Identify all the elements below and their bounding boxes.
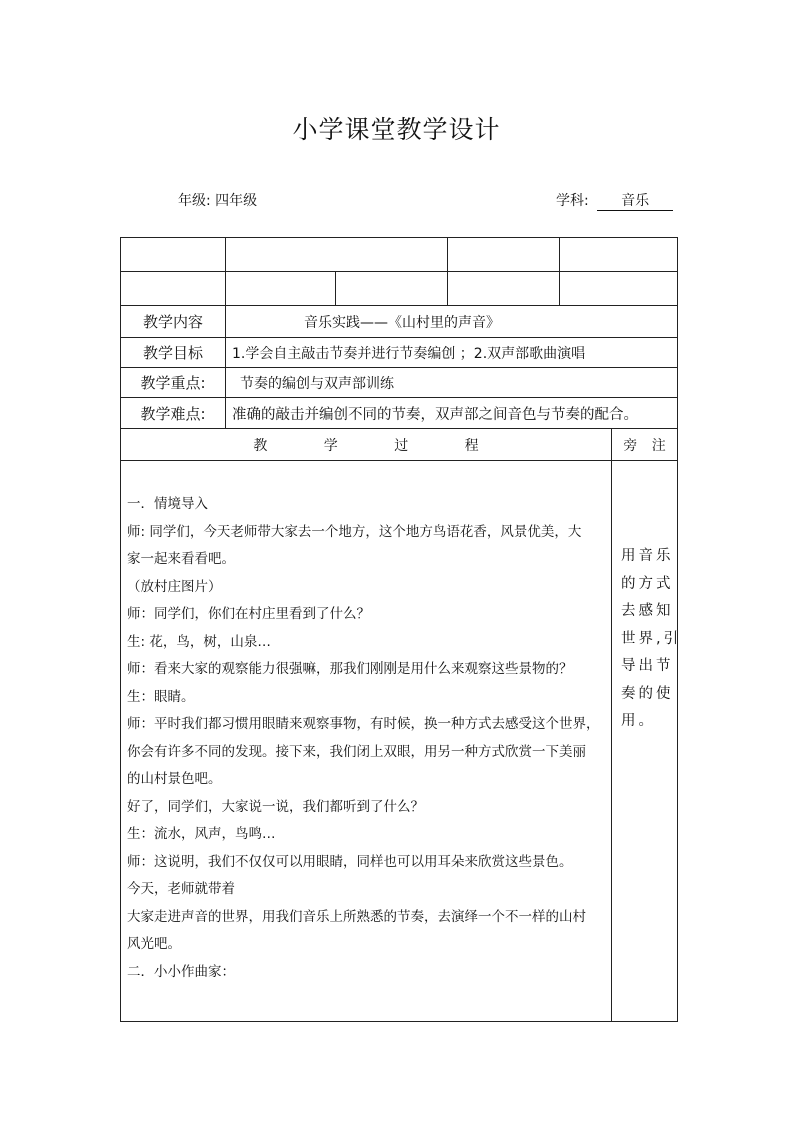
- process-line: 师：这说明，我们不仅仅可以用眼睛，同样也可以用耳朵来欣赏这些景色。: [127, 853, 573, 870]
- difficulty-row: [121, 398, 678, 429]
- blank-cell: [560, 272, 678, 306]
- subject-field: [556, 190, 673, 211]
- goal-value: 1.学会自主敲击节奏并进行节奏编创 ；2.双声部歌曲演唱: [226, 338, 678, 368]
- process-header-char: 过: [394, 437, 409, 454]
- note-line: 去感知: [621, 603, 674, 619]
- note-line: 用音乐: [621, 548, 674, 564]
- process-header-char: 教: [253, 437, 268, 454]
- subject-value: 音乐: [597, 190, 673, 211]
- process-line: 一．情境导入: [127, 496, 208, 512]
- process-body: [121, 461, 612, 1022]
- key-value: [226, 368, 678, 398]
- process-line: 生：流水，风声，鸟鸣…: [127, 826, 276, 842]
- process-header: [121, 429, 612, 461]
- process-line: （放村庄图片）: [127, 578, 222, 595]
- goal-row: [121, 338, 678, 368]
- note-line: 世界,引: [621, 630, 682, 647]
- process-line: 师：同学们，你们在村庄里看到了什么？: [127, 606, 370, 622]
- note-body: [612, 461, 682, 1022]
- note-line: 的方式: [621, 575, 674, 592]
- difficulty-label: 教学难点:: [121, 398, 226, 429]
- process-line: 大家走进声音的世界，用我们音乐上所熟悉的节奏，去演绎一个不一样的山村: [127, 908, 586, 925]
- process-header-row: [121, 429, 678, 461]
- goal-label: 教学目标: [121, 338, 226, 368]
- key-row: [121, 368, 678, 398]
- key-text: 节奏的编创与双声部训练: [240, 375, 394, 392]
- blank-cell: [121, 238, 226, 272]
- blank-cell: [448, 272, 560, 306]
- grade-label: 年级: 四年级: [178, 193, 258, 209]
- note-line: 奏的使: [621, 685, 674, 702]
- content-value: [226, 306, 678, 338]
- process-line: 生：眼睛。: [127, 688, 195, 705]
- process-body-row: [121, 461, 678, 1022]
- difficulty-value: 准确的敲击并编创不同的节奏，双声部之间音色与节奏的配合。: [226, 398, 678, 429]
- blank-row-1: [121, 238, 678, 272]
- key-label: 教学重点:: [121, 368, 226, 398]
- process-line: 师: 同学们，今天老师带大家去一个地方，这个地方鸟语花香，风景优美，大: [127, 523, 582, 540]
- process-line: 师：看来大家的观察能力很强嘛，那我们刚刚是用什么来观察这些景物的？: [127, 661, 573, 677]
- blank-cell: [560, 238, 678, 272]
- content-row: [121, 306, 678, 338]
- note-line: 导出节: [621, 658, 674, 674]
- note-line: 用。: [621, 713, 656, 729]
- note-header-char: 旁: [623, 437, 638, 454]
- process-line: 师：平时我们都习惯用眼睛来观察事物，有时候，换一种方式去感受这个世界，: [127, 716, 600, 732]
- process-line: 今天，老师就带着: [127, 881, 235, 897]
- process-header-char: 学: [323, 437, 338, 454]
- subject-label: 学科:: [556, 193, 589, 209]
- blank-cell: [121, 272, 226, 306]
- process-line: 二．小小作曲家：: [127, 963, 235, 980]
- process-line: 家一起来看看吧。: [127, 551, 235, 567]
- process-line: 的山村景色吧。: [127, 771, 222, 787]
- content-text: 音乐实践——《山村里的声音》: [304, 314, 500, 331]
- process-line: 风光吧。: [127, 936, 181, 952]
- process-line: 好了，同学们，大家说一说，我们都听到了什么？: [127, 798, 424, 815]
- process-line: 你会有许多不同的发现。接下来，我们闭上双眼，用另一种方式欣赏一下美丽: [127, 743, 586, 760]
- blank-cell: [226, 238, 448, 272]
- process-line: 生: 花，鸟，树，山泉…: [127, 633, 271, 650]
- blank-row-2: [121, 272, 678, 306]
- note-header: [612, 429, 678, 461]
- blank-cell: [336, 272, 448, 306]
- document-title: 小学课堂教学设计: [292, 115, 501, 144]
- lesson-plan-table: [120, 237, 682, 1022]
- process-header-char: 程: [464, 437, 479, 454]
- content-label: 教学内容: [121, 306, 226, 338]
- note-header-char: 注: [651, 437, 666, 454]
- blank-cell: [448, 238, 560, 272]
- blank-cell: [226, 272, 336, 306]
